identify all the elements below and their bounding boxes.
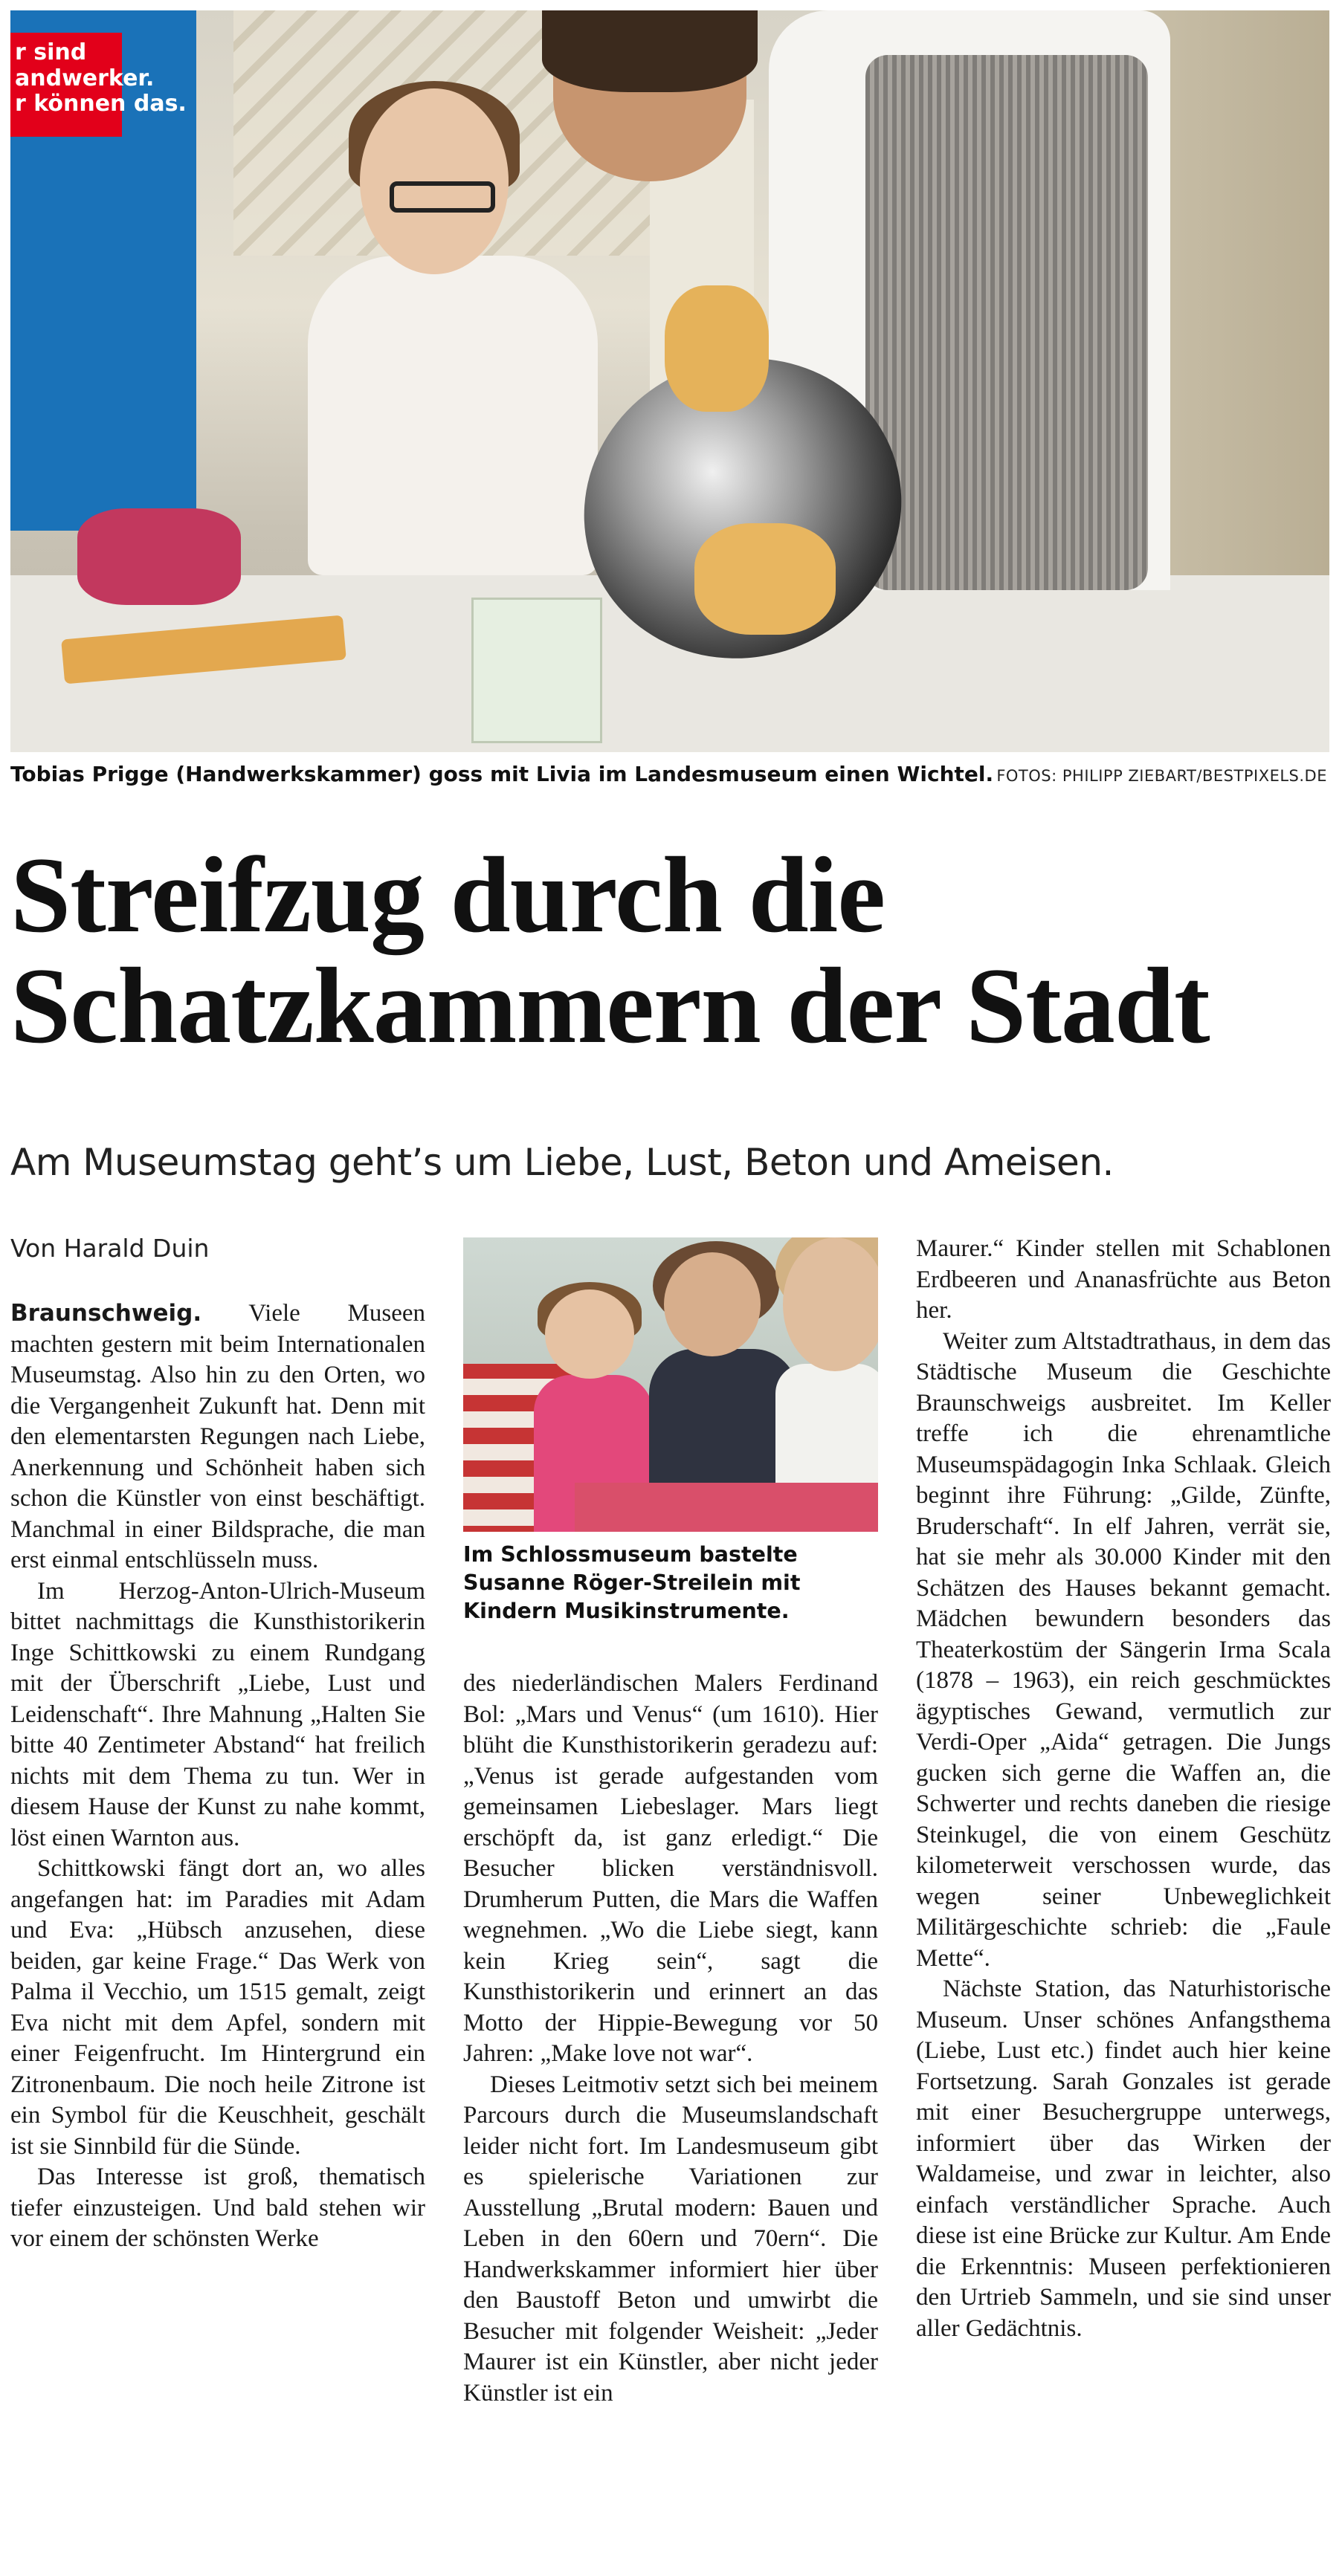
glasses xyxy=(390,181,495,213)
girl-figure xyxy=(308,256,598,575)
top-photo-caption: Tobias Prigge (Handwerkskammer) goss mit Livia im Landesmuseum einen Wichtel. xyxy=(10,762,994,786)
cloth xyxy=(77,508,241,605)
woman-head xyxy=(664,1252,761,1356)
article-column-3 xyxy=(916,1234,1331,2344)
middle-photo xyxy=(463,1237,878,1532)
paragraph: Maurer.“ Kinder stellen mit Schablonen Erdbeeren und Ananasfrüchte aus Beton her. xyxy=(916,1235,1331,1324)
paragraph: Weiter zum Altstadtrathaus, in dem das Städtische Museum die Geschichte Braunschweigs ausbreitet. Im Keller treffe ich die ehrenamtliche Museumspädagogin Inka Schlaak. Gleich beginnt ihre Führung: „Gilde, Zünfte, Bruderschaft“. In elf Jahren, verrät sie, hat sie mehr als 30.000 Kinder mit den Schätzen des Hauses bekannt gemacht. Mädchen bewundern besonders das Theaterkostüm der Sängerin Irma Scala (1878 – 1963), ein reich geschmücktes ägyptisches Gewand, vermutlich zur Verdi-Oper „Aida“ getragen. Die Jungs gucken sich gerne die Waffen an, die Schwerter und rechts daneben die riesige Steinkugel, die von einem Geschütz kilometerweit verschossen wurde, das wegen seiner Unbeweglichkeit Militärgeschichte schrieb: die „Faule Mette“. xyxy=(916,1327,1331,1972)
subheadline: Am Museumstag geht’s um Liebe, Lust, Beton und Ameisen. xyxy=(10,1141,1114,1184)
man-vest xyxy=(865,55,1148,590)
glove xyxy=(694,523,836,635)
paragraph: des niederländischen Malers Ferdinand Bol: „Mars und Venus“ (um 1610). Hier blüht die Kunsthistorikerin geradezu auf: „Venus ist gerade aufgestanden vom gemeinsamen Liebeslager. Mars liegt erschöpft da, ist ganz erledigt.“ Die Besucher blicken verständnisvoll. Drumherum Putten, die Mars die Waffen wegnehmen. „Wo die Liebe siegt, kann kein Krieg sein“, sagt die Kunsthistorikerin und erinnert an das Motto der Hippie-Bewegung vor 50 Jahren: „Make love not war“. xyxy=(463,1670,878,2067)
author-byline: Von Harald Duin xyxy=(10,1234,210,1263)
paragraph-text: Viele Museen machten gestern mit beim Internationalen Museumstag. Also hin zu den Orten, wo die Vergangenheit Zukunft hat. Denn mit den elementarsten Regungen nach Liebe, Anerkennung und Schönheit haben sich schon die Künstler von einst beschäftigt. Manchmal in einer Bildsprache, die man erst einmal entschlüsseln muss. xyxy=(10,1300,425,1573)
photo-credit: FOTOS: PHILIPP ZIEBART/BESTPIXELS.DE xyxy=(996,767,1327,785)
dateline: Braunschweig. xyxy=(10,1300,202,1327)
article-column-1 xyxy=(10,1298,425,2255)
paragraph: Schittkowski fängt dort an, wo alles angefangen hat: im Paradies mit Adam und Eva: „Hübsch anzusehen, diese beiden, gar keine Frage.“ Das Werk von Palma il Vecchio, um 1515 gemalt, zeigt Eva nicht mit dem Apfel, sondern mit einer Feigenfrucht. Im Hintergrund ein Zitronenbaum. Die noch heile Zitrone ist ein Symbol für die Keuschheit, geschält ist sie Sinnbild für die Sünde. xyxy=(10,1855,425,2160)
craft-table xyxy=(575,1483,878,1532)
glove xyxy=(665,285,769,412)
middle-photo-caption: Im Schlossmuseum bastelte Susanne Röger-Streilein mit Kindern Musikinstrumente. xyxy=(463,1542,801,1623)
child-head xyxy=(783,1237,878,1371)
paragraph: Das Interesse ist groß, thematisch tiefer einzusteigen. Und bald stehen wir vor einem der schönsten Werke xyxy=(10,2164,425,2252)
paragraph: Dieses Leitmotiv setzt sich bei meinem Parcours durch die Museumslandschaft leider nicht fort. Im Landesmuseum gibt es spielerische Variationen zur Ausstellung „Brutal modern: Bauen und Leben in den 60ern und 70ern“. Die Handwerkskammer informiert hier über den Baustoff Beton und umwirbt die Besucher mit folgender Weisheit: „Jeder Maurer ist ein Künstler, aber nicht jeder Künstler ist ein xyxy=(463,2071,878,2407)
child-head xyxy=(545,1289,634,1379)
headline xyxy=(10,835,1334,1066)
headline-line-1: Streifzug durch die xyxy=(10,835,885,955)
top-photo xyxy=(10,10,1329,752)
paragraph: Im Herzog-Anton-Ulrich-Museum bittet nachmittags die Kunsthistorikerin Inge Schittkowski zu einem Rundgang mit der Überschrift „Liebe, Lust und Leidenschaft“. Ihre Mahnung „Halten Sie bitte 40 Zentimeter Abstand“ hat freilich nichts mit dem Thema zu tun. Wer in diesem Hause der Kunst zu nahe kommt, löst einen Warnton aus. xyxy=(10,1577,425,1851)
article-column-2 xyxy=(463,1669,878,2409)
headline-line-2: Schatzkammern der Stadt xyxy=(10,945,1210,1066)
measuring-cup xyxy=(471,598,602,743)
man-hair xyxy=(542,10,758,92)
sign-text: r sind andwerker. r können das. xyxy=(15,39,187,117)
paragraph: Nächste Station, das Naturhistorische Museum. Unser schönes Anfangsthema (Liebe, Lust etc.) findet auch hier keine Fortsetzung. Sarah Gonzales ist gerade mit einer Besuchergruppe unterwegs, informiert über das Wirken der Waldameise, und zwar in leichter, also einfach verständlicher Sprache. Auch diese ist eine Brücke zur Kultur. Am Ende die Erkenntnis: Museen perfektionieren den Urtrieb Sammeln, und sie sind unser aller Gedächtnis. xyxy=(916,1975,1331,2342)
paragraph xyxy=(10,1298,425,1576)
